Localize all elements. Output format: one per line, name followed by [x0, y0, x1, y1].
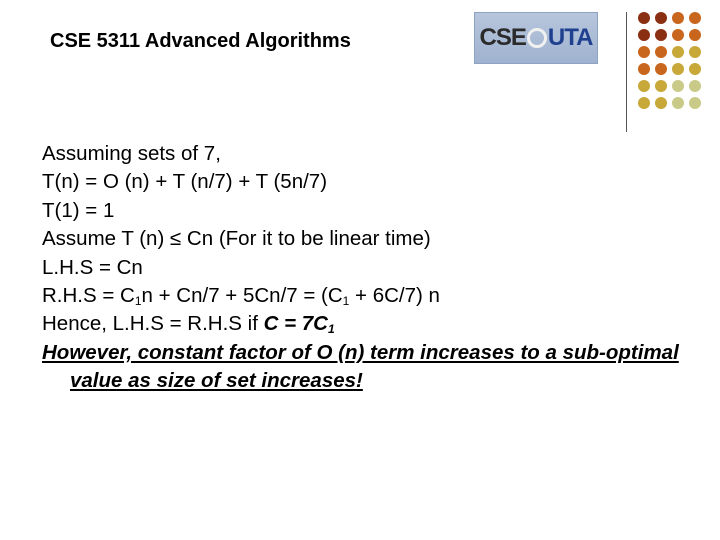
warning-note: However, constant factor of O (n) term increases to a sub-optimal value as size of set increases! [42, 340, 679, 393]
dot-icon [689, 80, 701, 92]
conclusion-text: Hence, L.H.S = R.H.S if [42, 312, 264, 336]
dot-icon [655, 80, 667, 92]
dot-icon [638, 97, 650, 109]
cse-uta-logo [474, 12, 598, 64]
slide-title: CSE 5311 Advanced Algorithms [50, 30, 351, 52]
dot-icon [672, 46, 684, 58]
dot-icon [655, 12, 667, 24]
slide-body [42, 140, 692, 396]
dot-icon [672, 12, 684, 24]
dot-icon [689, 97, 701, 109]
dot-icon [638, 46, 650, 58]
body-line: Assume T (n) ≤ Cn (For it to be linear time) [42, 227, 431, 251]
decorative-divider [626, 12, 627, 132]
rhs-subscript: 1 [342, 294, 350, 309]
dot-icon [655, 46, 667, 58]
rhs-text-b: n + Cn/7 + 5Cn/7 = (C [141, 284, 343, 308]
dot-icon [689, 63, 701, 75]
dot-icon [672, 29, 684, 41]
body-line: Assuming sets of 7, [42, 142, 221, 165]
dot-icon [655, 29, 667, 41]
dot-icon [689, 12, 701, 24]
dot-icon [672, 80, 684, 92]
body-line: T(1) = 1 [42, 198, 115, 222]
body-line [42, 310, 692, 338]
logo-uta-text: UTA [547, 24, 593, 51]
dot-icon [655, 97, 667, 109]
rhs-text-c: + 6C/7) n [349, 284, 440, 308]
body-line: T(n) = O (n) + T (n/7) + T (5n/7) [42, 170, 328, 194]
equation-subscript: 1 [327, 322, 335, 337]
dot-icon [638, 29, 650, 41]
dot-icon [689, 29, 701, 41]
conclusion-equation [264, 312, 335, 335]
rhs-text-a: R.H.S = C [42, 284, 135, 308]
logo-ring-icon [527, 28, 547, 48]
dot-icon [672, 97, 684, 109]
dot-icon [689, 46, 701, 58]
dot-icon [672, 63, 684, 75]
body-line: L.H.S = Cn [42, 255, 143, 279]
body-line [42, 282, 692, 310]
rhs-subscript: 1 [134, 294, 142, 309]
equation-text: C = 7C [263, 312, 328, 336]
logo-cse-text: CSE [479, 24, 526, 51]
dot-icon [638, 63, 650, 75]
dot-icon [638, 12, 650, 24]
dot-icon [638, 80, 650, 92]
dot-icon [655, 63, 667, 75]
